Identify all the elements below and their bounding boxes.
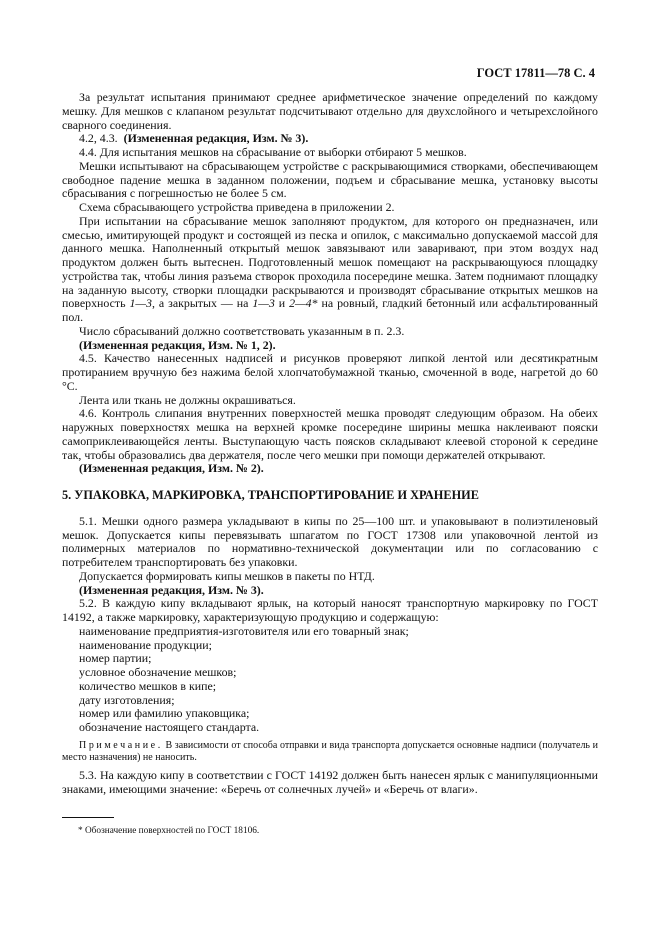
paragraph: Схема сбрасывающего устройства приведена в приложении 2. [79, 200, 395, 214]
paragraph [62, 215, 598, 325]
paragraph: Число сбрасываний должно соответствовать указанным в п. 2.3. [79, 323, 405, 338]
paragraph: 5.3. На каждую кипу в соответствии с ГОСТ 14192 должен быть нанесен ярлык с манипуляционными знаками, имеющими значение: «Беречь от солнечных лучей» и «Беречь от влаги». [62, 767, 598, 796]
amendment-note: (Измененная редакция, Изм. № 2). [79, 461, 264, 476]
footnote: * Обозначение поверхностей по ГОСТ 18106. [78, 826, 260, 836]
document-body [62, 91, 598, 796]
paragraph: 5.2. В каждую кипу вкладывают ярлык, на который наносят транспортную маркировку по ГОСТ 14192, а также маркировку, характеризующую продукцию и содержащую: [62, 596, 598, 624]
list-item: количество мешков в кипе; [79, 678, 217, 693]
footnote-divider [62, 817, 114, 818]
list-item: условное обозначение мешков; [79, 665, 237, 679]
paragraph: 5.1. Мешки одного размера укладывают в кипы по 25—100 шт. и упаковывают в полиэтиленовый мешок. Допускается кипы перевязывать шпагатом по ГОСТ 17308 или упаковочной лентой из полимерных материалов по нормативно-технической документации или по согласованию с потребителем транспортировать без упаковки. [62, 513, 598, 569]
clause-number: 4.2, 4.3. [79, 131, 118, 146]
list-item: номер или фамилию упаковщика; [79, 706, 250, 721]
text: , а закрытых — на [151, 296, 253, 311]
text: 1—3 [252, 296, 275, 311]
note-label: Примечание. [79, 739, 163, 751]
paragraph: За результат испытания принимают среднее арифметическое значение определений по каждому мешку. Для мешков с клапаном результат подсчитывают отдельно для двухслойного и четырехслойного сварного соединения. [62, 90, 598, 132]
page-header: ГОСТ 17811—78 С. 4 [476, 66, 595, 80]
list-item: номер партии; [79, 651, 152, 666]
paragraph: 4.5. Качество нанесенных надписей и рисунков проверяют липкой лентой или десятикратным протиранием вручную без нажима белой хлопчатобумажной тканью, смоченной в воде, нагретой до 60 °С. [62, 351, 598, 393]
list-item: наименование продукции; [79, 637, 212, 652]
section-heading: 5. УПАКОВКА, МАРКИРОВКА, ТРАНСПОРТИРОВАНИЕ И ХРАНЕНИЕ [62, 488, 479, 502]
paragraph: Лента или ткань не должны окрашиваться. [79, 392, 296, 407]
text: При испытании на сбрасывание мешок заполняют продуктом, для которого он предназначен, или смесью, имитирующей продукт и состоящей из песка и опилок, с максимально допускаемой массой для данного мешка. Наполненный открытый мешок завязывают или заваривают, при этом воздух над продуктом должен быть вытеснен. Подготовленный мешок помещают на раскрывающуюся площадку устройства так, чтобы линия разъема створок проходила посередине мешка. Затем поднимают площадку на заданную высоту, створки площадки раскрываются и производят сбрасывание открытых мешков на поверхность [62, 213, 598, 311]
paragraph: 4.4. Для испытания мешков на сбрасывание от выборки отбирают 5 мешков. [79, 145, 467, 159]
amendment-note: (Измененная редакция, Изм. № 3). [79, 582, 264, 597]
text: 1—3 [129, 296, 152, 311]
list-item: наименование предприятия-изготовителя или его товарный знак; [79, 623, 409, 638]
amendment-note: (Измененная редакция, Изм. № 1, 2). [79, 337, 276, 352]
amendment-note: (Измененная редакция, Изм. № 3). [123, 131, 309, 146]
paragraph: Мешки испытывают на сбрасывающем устройстве с раскрывающимися створками, обеспечивающем свободное падение мешка в заданном положении, подъем и сбрасывание мешка, установку высоты сбрасывания с погрешностью не более 5 см. [62, 158, 598, 201]
amendment-paragraph [62, 132, 598, 146]
text: и [274, 296, 290, 311]
note-text: В зависимости от способа отправки и вида транспорта допускается основные надписи (получатель и место назначения) не наносить. [62, 739, 598, 764]
paragraph: Допускается формировать кипы мешков в пакеты по НТД. [79, 568, 375, 583]
text: на ровный, гладкий бетонный или асфальтированный пол. [62, 296, 598, 324]
list-item: обозначение настоящего стандарта. [79, 720, 260, 734]
note [62, 740, 598, 765]
list-item: дату изготовления; [79, 692, 175, 707]
text: 2—4* [289, 296, 318, 311]
paragraph: 4.6. Контроль слипания внутренних поверхностей мешка проводят следующим образом. На обеих наружных поверхностях мешка на верхней кромке посередине ширины мешка наклеивают пояски самоприклеивающейся ленты. Выступающую часть поясков складывают клеевой стороной к середине так, чтобы образовались два держателя, после чего мешки при помощи держателей открывают. [62, 406, 598, 462]
